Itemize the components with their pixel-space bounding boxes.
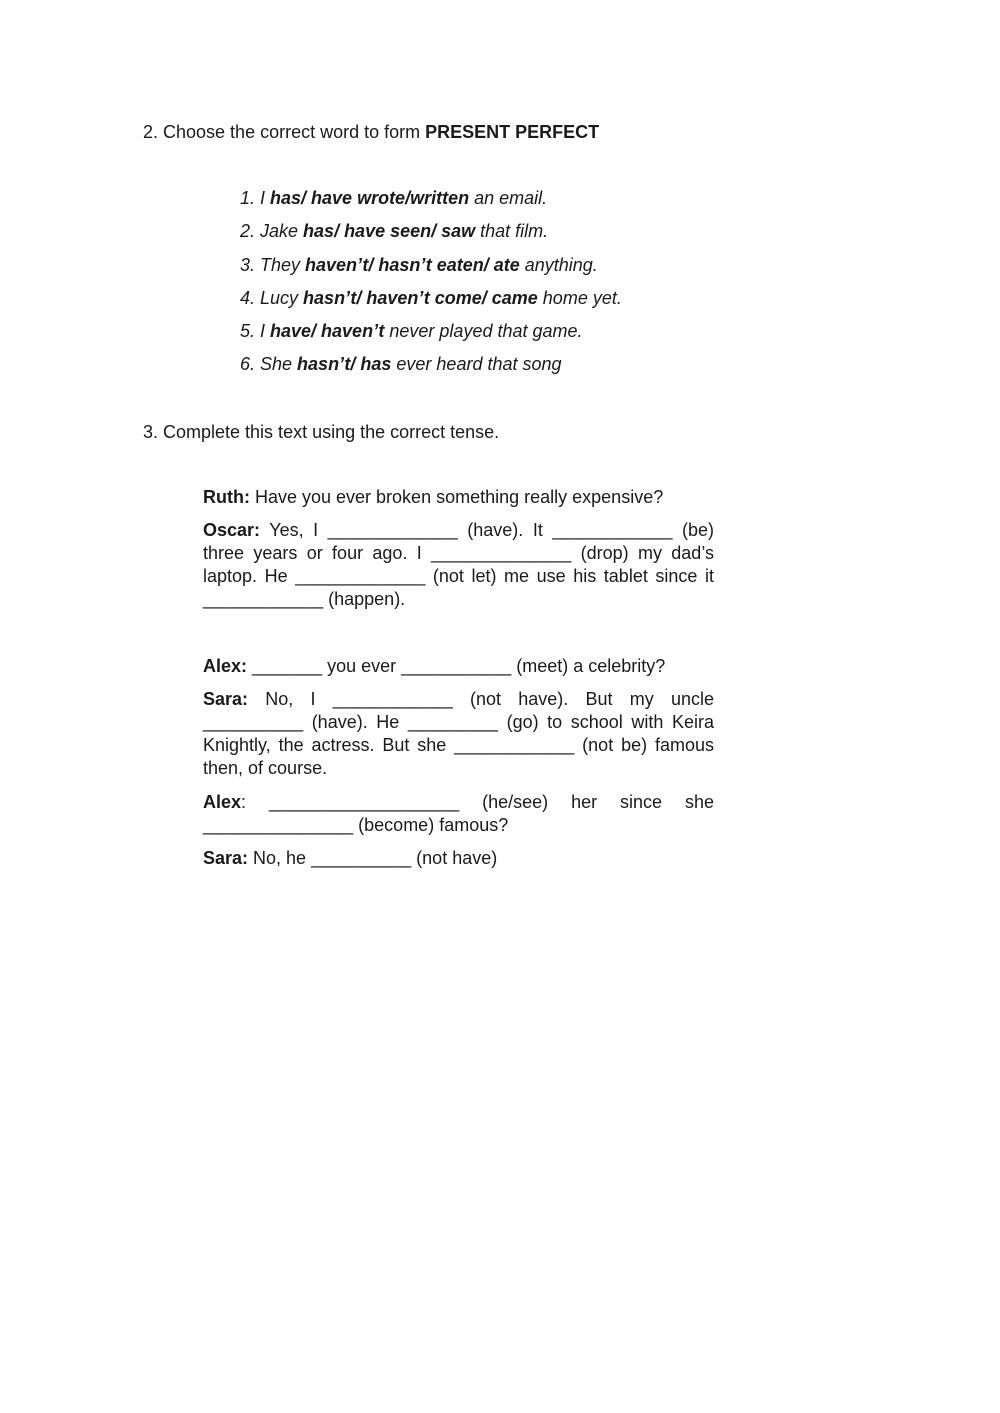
dialog-line-ruth xyxy=(203,486,714,509)
exercise-item-3 xyxy=(240,254,598,276)
dialog-text: No, I ____________ (not have). But my uncle __________ (have). He _________ (go) to school with Keira Knightly, the actress. But she ____________ (not be) famous then, of course. xyxy=(203,689,714,778)
exercise-item-1 xyxy=(240,187,547,209)
item-choice: haven’t/ hasn’t eaten/ ate xyxy=(305,255,520,275)
item-choice: hasn’t/ has xyxy=(297,354,392,374)
item-choice: has/ have wrote/written xyxy=(270,188,470,208)
item-text: 5. I xyxy=(240,321,271,341)
item-text: 3. They xyxy=(240,255,306,275)
exercise-item-5 xyxy=(240,320,583,342)
dialog-line-sara xyxy=(203,688,714,780)
item-choice: hasn’t/ haven’t come/ came xyxy=(303,288,538,308)
item-text: ever heard that song xyxy=(391,354,562,374)
item-text: 1. I xyxy=(240,188,271,208)
exercise-item-2 xyxy=(240,220,548,242)
speaker-name: Ruth: xyxy=(203,487,250,507)
item-choice: has/ have seen/ saw xyxy=(303,221,476,241)
dialog-text: No, he __________ (not have) xyxy=(248,848,498,868)
speaker-name: Sara: xyxy=(203,689,249,709)
exercise-item-4 xyxy=(240,287,622,309)
dialog-text: Yes, I _____________ (have). It ____________ (be) three years or four ago. I ______________ (drop) my dad’s laptop. He _____________ (not let) me use his tablet since it ____________ (happen). xyxy=(203,520,714,609)
speaker-name: Alex: xyxy=(203,656,248,676)
item-text: home yet. xyxy=(537,288,622,308)
item-text: 4. Lucy xyxy=(240,288,304,308)
dialog-line-alex xyxy=(203,655,714,678)
section-3-title: 3. Complete this text using the correct tense. xyxy=(143,422,500,442)
dialog-line-sara-2 xyxy=(203,847,714,870)
dialog-line-oscar xyxy=(203,519,714,611)
item-text: 6. She xyxy=(240,354,298,374)
exercise-item-6 xyxy=(240,353,562,375)
item-choice: have/ haven’t xyxy=(270,321,385,341)
speaker-name: Sara: xyxy=(203,848,249,868)
section-2-title-prefix: 2. Choose the correct word to form xyxy=(143,122,426,142)
dialog-text: : ___________________ (he/see) her since she _______________ (become) famous? xyxy=(203,792,714,835)
item-text: an email. xyxy=(469,188,548,208)
speaker-name: Oscar: xyxy=(203,520,261,540)
section-2-title xyxy=(143,121,599,143)
item-text: never played that game. xyxy=(384,321,583,341)
item-text: that film. xyxy=(475,221,549,241)
speaker-name: Alex xyxy=(203,792,242,812)
section-2-title-bold: PRESENT PERFECT xyxy=(425,122,600,142)
item-text: anything. xyxy=(519,255,598,275)
dialog-line-alex-2 xyxy=(203,791,714,837)
dialog-text: Have you ever broken something really expensive? xyxy=(249,487,664,507)
dialog-text: _______ you ever ___________ (meet) a celebrity? xyxy=(247,656,666,676)
item-text: 2. Jake xyxy=(240,221,304,241)
